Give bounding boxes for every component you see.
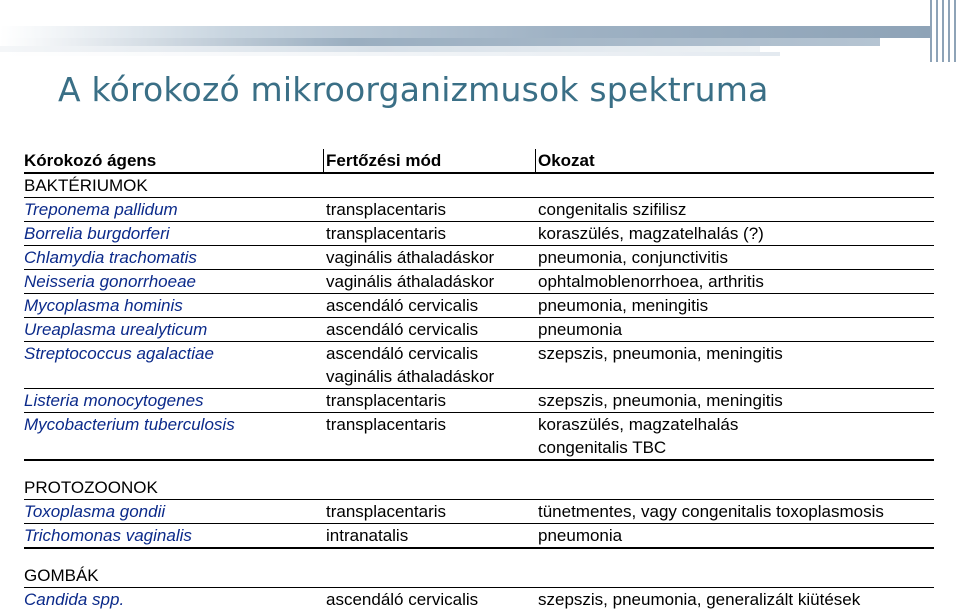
header-agent: Kórokozó ágens	[24, 151, 157, 170]
agent-name: Borrelia burgdorferi	[24, 224, 170, 243]
outcome: szepszis, pneumonia, meningitis	[538, 391, 783, 410]
agent-name: Chlamydia trachomatis	[24, 248, 197, 267]
table-row	[24, 246, 934, 270]
outcome: szepszis, pneumonia, generalizált kiütések	[538, 590, 861, 609]
outcome: koraszülés, magzatelhalás (?)	[538, 224, 764, 243]
table-row	[24, 389, 934, 413]
decorative-header-bar	[0, 0, 960, 62]
transmission-mode: intranatalis	[326, 526, 409, 545]
transmission-mode: vaginális áthaladáskor	[326, 272, 495, 291]
agent-name: Trichomonas vaginalis	[24, 526, 192, 545]
transmission-mode: transplacentaris	[326, 200, 447, 219]
transmission-mode: transplacentaris	[326, 391, 447, 410]
outcome: pneumonia, meningitis	[538, 296, 709, 315]
table-row	[24, 342, 934, 389]
transmission-mode-secondary: vaginális áthaladáskor	[326, 367, 495, 386]
pathogen-table	[24, 149, 934, 611]
header-mode: Fertőzési mód	[326, 151, 442, 170]
transmission-mode: ascendáló cervicalis	[326, 296, 479, 315]
agent-name: Streptococcus agalactiae	[24, 344, 214, 363]
section-label: PROTOZOONOK	[24, 478, 158, 497]
table-row	[24, 222, 934, 246]
outcome: pneumonia, conjunctivitis	[538, 248, 728, 267]
table-row	[24, 413, 934, 461]
transmission-mode: ascendáló cervicalis	[326, 344, 479, 363]
table-row	[24, 318, 934, 342]
table-row	[24, 294, 934, 318]
section-heading-bacteria	[24, 174, 934, 198]
section-heading-protozoa	[24, 476, 934, 500]
outcome: tünetmentes, vagy congenitalis toxoplasmosis	[538, 502, 884, 521]
transmission-mode: transplacentaris	[326, 224, 447, 243]
agent-name: Toxoplasma gondii	[24, 502, 166, 521]
transmission-mode: transplacentaris	[326, 502, 447, 521]
table-row	[24, 524, 934, 549]
transmission-mode: ascendáló cervicalis	[326, 320, 479, 339]
table-header-row	[24, 149, 934, 174]
agent-name: Neisseria gonorrhoeae	[24, 272, 196, 291]
transmission-mode: ascendáló cervicalis	[326, 590, 479, 609]
decorative-stripes	[926, 0, 960, 62]
outcome: pneumonia	[538, 320, 623, 339]
agent-name: Listeria monocytogenes	[24, 391, 204, 410]
agent-name: Mycobacterium tuberculosis	[24, 415, 235, 434]
agent-name: Candida spp.	[24, 590, 125, 609]
agent-name: Mycoplasma hominis	[24, 296, 183, 315]
transmission-mode: transplacentaris	[326, 415, 447, 434]
header-effect: Okozat	[538, 151, 595, 170]
outcome: ophtalmoblenorrhoea, arthritis	[538, 272, 764, 291]
table-row	[24, 198, 934, 222]
transmission-mode: vaginális áthaladáskor	[326, 248, 495, 267]
section-heading-fungi	[24, 564, 934, 588]
table-row	[24, 270, 934, 294]
agent-name: Treponema pallidum	[24, 200, 178, 219]
outcome: koraszülés, magzatelhalás	[538, 415, 739, 434]
agent-name: Ureaplasma urealyticum	[24, 320, 208, 339]
section-label: GOMBÁK	[24, 566, 99, 585]
outcome: congenitalis szifilisz	[538, 200, 687, 219]
outcome-secondary: congenitalis TBC	[538, 438, 667, 457]
table-row	[24, 500, 934, 524]
slide-title: A kórokozó mikroorganizmusok spektruma	[58, 70, 769, 109]
outcome: szepszis, pneumonia, meningitis	[538, 344, 783, 363]
section-label: BAKTÉRIUMOK	[24, 176, 148, 195]
table-row	[24, 588, 934, 611]
outcome: pneumonia	[538, 526, 623, 545]
